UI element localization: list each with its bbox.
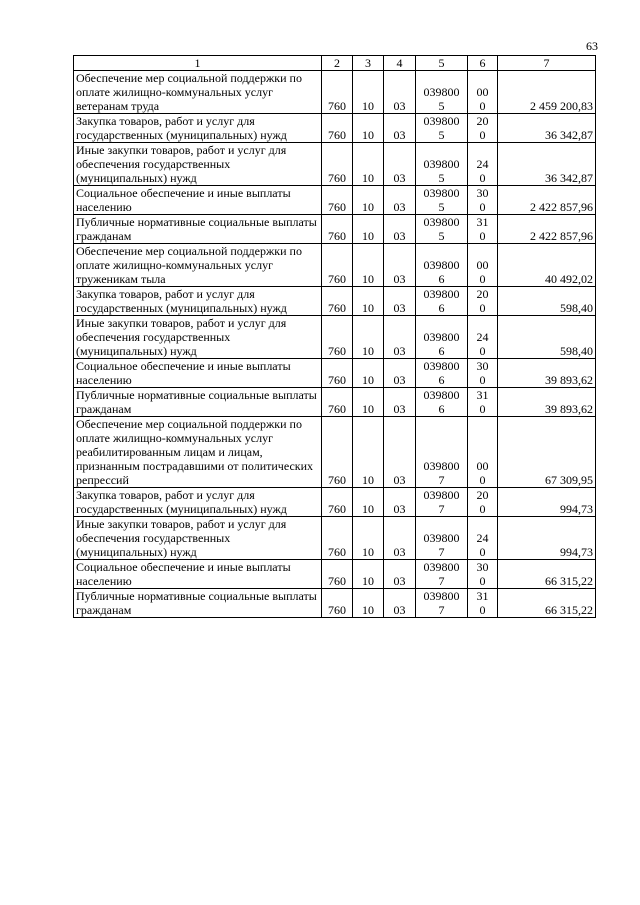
row-code-6: 20 0	[468, 287, 498, 316]
row-code-5: 039800 5	[416, 114, 468, 143]
row-code-4: 03	[384, 287, 416, 316]
row-code-6: 30 0	[468, 359, 498, 388]
row-amount: 40 492,02	[498, 244, 596, 287]
row-code-5: 039800 5	[416, 186, 468, 215]
row-amount: 2 422 857,96	[498, 186, 596, 215]
row-description: Закупка товаров, работ и услуг для государственных (муниципальных) нужд	[74, 114, 322, 143]
row-code-6: 31 0	[468, 215, 498, 244]
row-code-5: 039800 6	[416, 388, 468, 417]
row-code-4: 03	[384, 417, 416, 488]
row-amount: 994,73	[498, 488, 596, 517]
row-code-4: 03	[384, 388, 416, 417]
column-header-4: 4	[384, 56, 416, 71]
row-description: Публичные нормативные социальные выплаты гражданам	[74, 215, 322, 244]
row-code-6: 24 0	[468, 143, 498, 186]
row-code-4: 03	[384, 215, 416, 244]
row-code-4: 03	[384, 488, 416, 517]
row-code-2: 760	[322, 287, 353, 316]
table-row	[74, 71, 596, 114]
row-amount: 598,40	[498, 316, 596, 359]
row-code-6: 00 0	[468, 71, 498, 114]
row-amount: 66 315,22	[498, 560, 596, 589]
row-code-4: 03	[384, 517, 416, 560]
row-code-4: 03	[384, 359, 416, 388]
row-code-3: 10	[353, 359, 384, 388]
row-code-3: 10	[353, 388, 384, 417]
table-row	[74, 359, 596, 388]
row-code-6: 24 0	[468, 517, 498, 560]
page-number: 63	[586, 39, 598, 53]
row-code-6: 30 0	[468, 560, 498, 589]
table-row	[74, 244, 596, 287]
column-header-6: 6	[468, 56, 498, 71]
row-code-5: 039800 6	[416, 316, 468, 359]
row-description: Обеспечение мер социальной поддержки по оплате жилищно-коммунальных услуг реабилитированным лицам и лицам, признанным пострадавшими от политических репрессий	[74, 417, 322, 488]
table-row	[74, 417, 596, 488]
column-header-3: 3	[353, 56, 384, 71]
table-row	[74, 517, 596, 560]
table-row	[74, 589, 596, 618]
row-amount: 2 422 857,96	[498, 215, 596, 244]
column-header-1: 1	[74, 56, 322, 71]
row-amount: 994,73	[498, 517, 596, 560]
row-amount: 39 893,62	[498, 359, 596, 388]
row-description: Обеспечение мер социальной поддержки по оплате жилищно-коммунальных услуг ветеранам труда	[74, 71, 322, 114]
row-code-3: 10	[353, 215, 384, 244]
row-amount: 2 459 200,83	[498, 71, 596, 114]
table-row	[74, 114, 596, 143]
row-code-6: 31 0	[468, 589, 498, 618]
row-code-3: 10	[353, 143, 384, 186]
row-description: Публичные нормативные социальные выплаты гражданам	[74, 388, 322, 417]
column-header-5: 5	[416, 56, 468, 71]
row-description: Иные закупки товаров, работ и услуг для обеспечения государственных (муниципальных) нужд	[74, 143, 322, 186]
row-code-6: 20 0	[468, 488, 498, 517]
row-code-2: 760	[322, 186, 353, 215]
row-code-3: 10	[353, 244, 384, 287]
row-code-6: 31 0	[468, 388, 498, 417]
row-description: Социальное обеспечение и иные выплаты населению	[74, 560, 322, 589]
row-description: Иные закупки товаров, работ и услуг для обеспечения государственных (муниципальных) нужд	[74, 517, 322, 560]
row-amount: 598,40	[498, 287, 596, 316]
row-description: Закупка товаров, работ и услуг для государственных (муниципальных) нужд	[74, 488, 322, 517]
row-description: Публичные нормативные социальные выплаты гражданам	[74, 589, 322, 618]
row-code-2: 760	[322, 589, 353, 618]
row-description: Обеспечение мер социальной поддержки по оплате жилищно-коммунальных услуг труженикам тыла	[74, 244, 322, 287]
row-code-2: 760	[322, 388, 353, 417]
row-description: Социальное обеспечение и иные выплаты населению	[74, 359, 322, 388]
row-code-3: 10	[353, 517, 384, 560]
row-code-3: 10	[353, 589, 384, 618]
row-code-5: 039800 5	[416, 143, 468, 186]
row-code-4: 03	[384, 589, 416, 618]
row-code-5: 039800 6	[416, 287, 468, 316]
row-code-4: 03	[384, 114, 416, 143]
row-code-6: 00 0	[468, 417, 498, 488]
row-code-3: 10	[353, 287, 384, 316]
row-amount: 36 342,87	[498, 114, 596, 143]
row-code-4: 03	[384, 71, 416, 114]
row-code-3: 10	[353, 71, 384, 114]
row-code-5: 039800 7	[416, 417, 468, 488]
row-code-4: 03	[384, 186, 416, 215]
row-code-4: 03	[384, 316, 416, 359]
row-code-5: 039800 6	[416, 244, 468, 287]
row-code-4: 03	[384, 143, 416, 186]
row-code-5: 039800 7	[416, 589, 468, 618]
row-code-2: 760	[322, 215, 353, 244]
row-code-2: 760	[322, 316, 353, 359]
row-code-2: 760	[322, 143, 353, 186]
row-code-3: 10	[353, 417, 384, 488]
row-code-2: 760	[322, 71, 353, 114]
row-code-3: 10	[353, 186, 384, 215]
row-amount: 67 309,95	[498, 417, 596, 488]
table-row	[74, 316, 596, 359]
column-header-2: 2	[322, 56, 353, 71]
budget-table	[73, 55, 596, 618]
table-row	[74, 215, 596, 244]
row-code-5: 039800 7	[416, 517, 468, 560]
row-code-6: 00 0	[468, 244, 498, 287]
table-row	[74, 388, 596, 417]
row-code-2: 760	[322, 560, 353, 589]
row-code-2: 760	[322, 359, 353, 388]
table-row	[74, 186, 596, 215]
column-number-row	[74, 56, 596, 71]
row-code-3: 10	[353, 114, 384, 143]
table-row	[74, 560, 596, 589]
row-code-2: 760	[322, 488, 353, 517]
row-code-3: 10	[353, 560, 384, 589]
row-code-4: 03	[384, 244, 416, 287]
row-code-6: 24 0	[468, 316, 498, 359]
row-code-5: 039800 5	[416, 71, 468, 114]
row-code-5: 039800 7	[416, 560, 468, 589]
row-amount: 36 342,87	[498, 143, 596, 186]
row-code-6: 20 0	[468, 114, 498, 143]
table-row	[74, 143, 596, 186]
row-description: Социальное обеспечение и иные выплаты населению	[74, 186, 322, 215]
row-description: Иные закупки товаров, работ и услуг для обеспечения государственных (муниципальных) нужд	[74, 316, 322, 359]
row-code-6: 30 0	[468, 186, 498, 215]
row-code-4: 03	[384, 560, 416, 589]
row-amount: 66 315,22	[498, 589, 596, 618]
row-code-2: 760	[322, 114, 353, 143]
table-row	[74, 488, 596, 517]
row-code-3: 10	[353, 488, 384, 517]
table-row	[74, 287, 596, 316]
row-code-5: 039800 7	[416, 488, 468, 517]
row-code-5: 039800 5	[416, 215, 468, 244]
column-header-7: 7	[498, 56, 596, 71]
row-code-5: 039800 6	[416, 359, 468, 388]
row-code-2: 760	[322, 417, 353, 488]
row-description: Закупка товаров, работ и услуг для государственных (муниципальных) нужд	[74, 287, 322, 316]
row-amount: 39 893,62	[498, 388, 596, 417]
row-code-2: 760	[322, 517, 353, 560]
row-code-2: 760	[322, 244, 353, 287]
row-code-3: 10	[353, 316, 384, 359]
